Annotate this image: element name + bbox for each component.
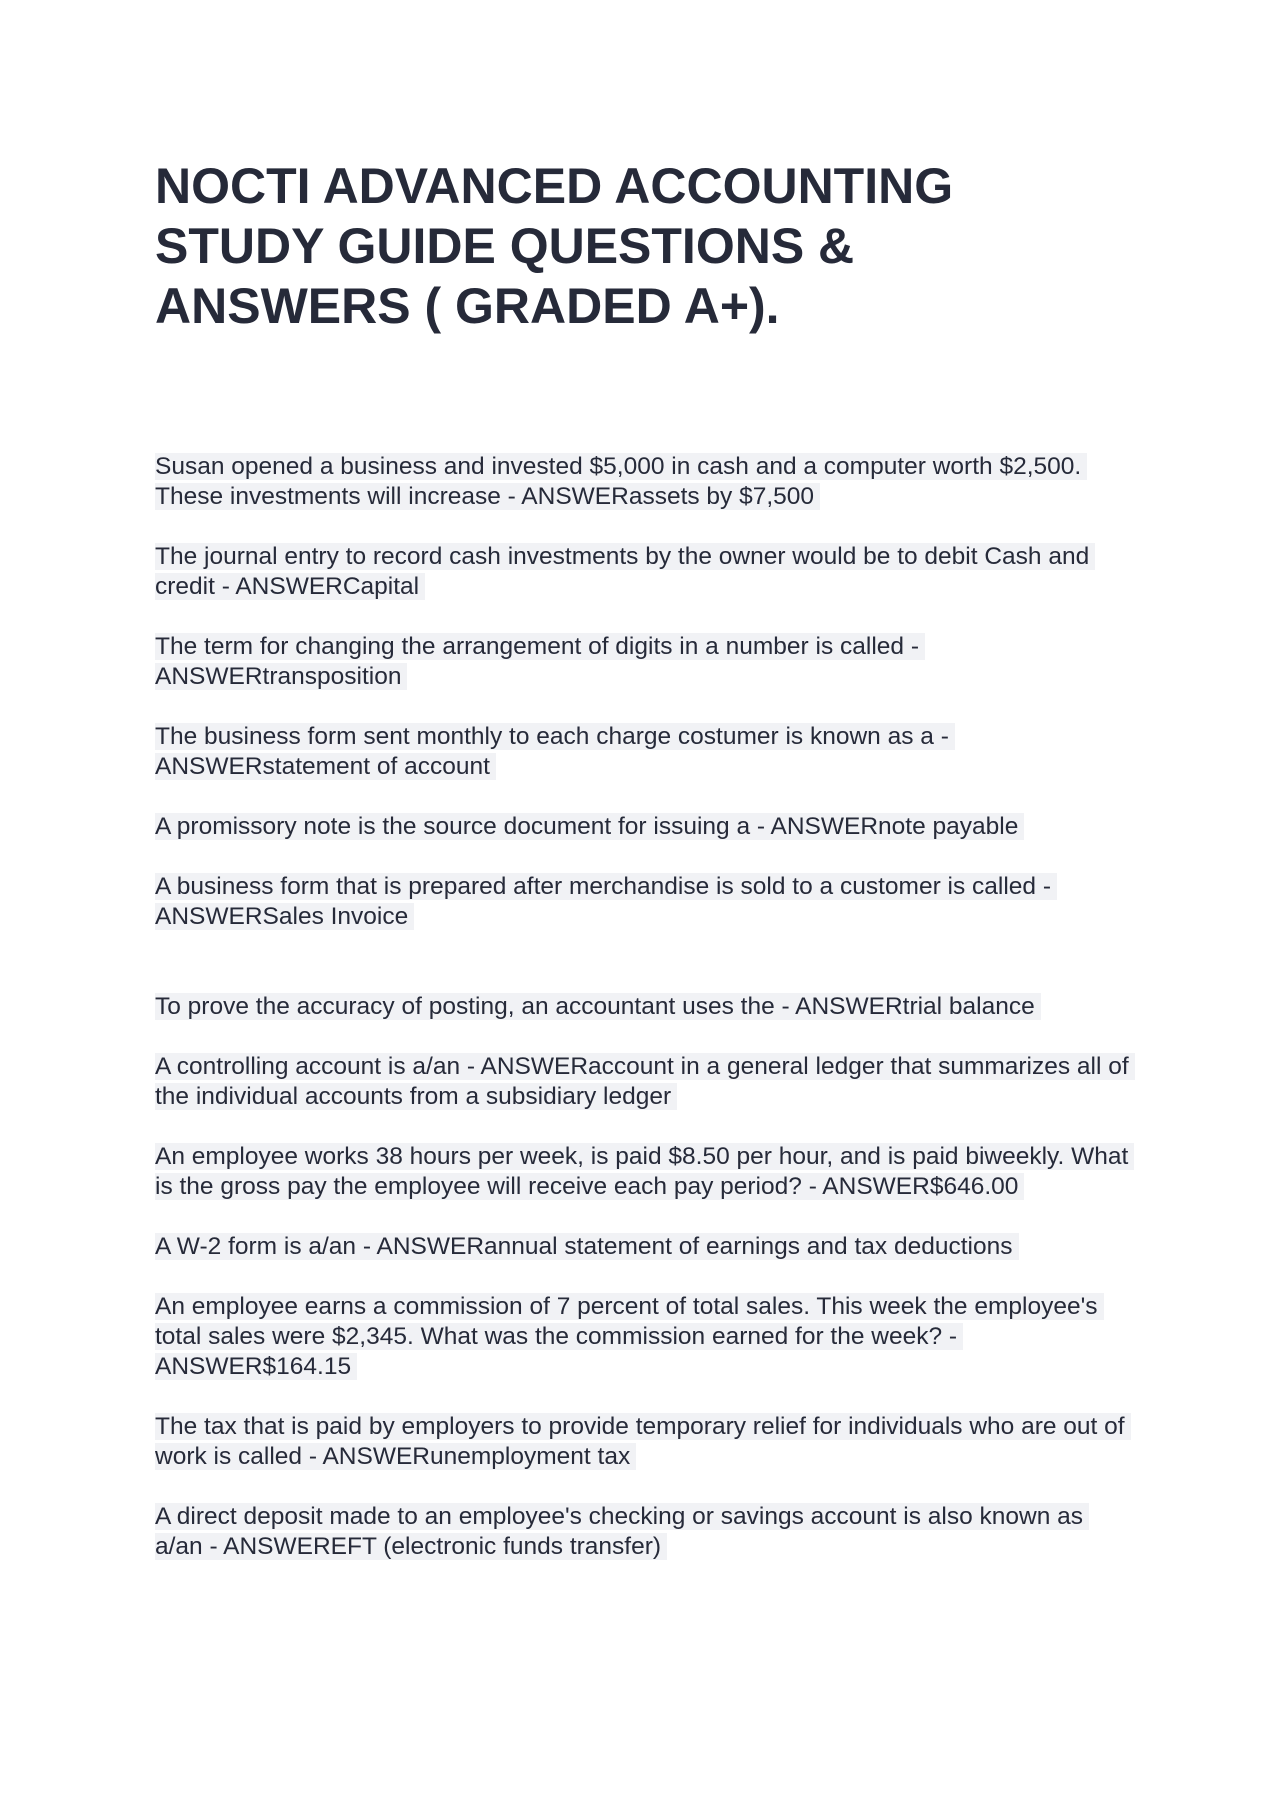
qa-item bbox=[155, 992, 1135, 1022]
qa-item bbox=[155, 1502, 1135, 1562]
qa-text: A controlling account is a/an - ANSWERaccount in a general ledger that summarizes all of the individual accounts from a subsidiary ledger bbox=[155, 1053, 1135, 1110]
qa-text: A promissory note is the source document for issuing a - ANSWERnote payable bbox=[155, 813, 1024, 840]
qa-item bbox=[155, 812, 1135, 842]
qa-item bbox=[155, 872, 1135, 932]
qa-text: An employee works 38 hours per week, is paid $8.50 per hour, and is paid biweekly. What is the gross pay the employee will receive each pay period? - ANSWER$646.00 bbox=[155, 1143, 1134, 1200]
qa-text: The term for changing the arrangement of digits in a number is called - ANSWERtransposition bbox=[155, 633, 925, 690]
qa-text: An employee earns a commission of 7 percent of total sales. This week the employee's total sales were $2,345. What was the commission earned for the week? - ANSWER$164.15 bbox=[155, 1293, 1104, 1380]
qa-text: Susan opened a business and invested $5,000 in cash and a computer worth $2,500. These investments will increase - ANSWERassets by $7,500 bbox=[155, 453, 1087, 510]
qa-text: The tax that is paid by employers to provide temporary relief for individuals who are out of work is called - ANSWERunemployment tax bbox=[155, 1413, 1131, 1470]
qa-item bbox=[155, 452, 1135, 512]
qa-item bbox=[155, 1142, 1135, 1202]
qa-text: A business form that is prepared after merchandise is sold to a customer is called - ANSWERSales Invoice bbox=[155, 873, 1057, 930]
qa-item bbox=[155, 542, 1135, 602]
qa-item bbox=[155, 1232, 1135, 1262]
qa-text: To prove the accuracy of posting, an accountant uses the - ANSWERtrial balance bbox=[155, 993, 1041, 1020]
qa-text: The journal entry to record cash investments by the owner would be to debit Cash and credit - ANSWERCapital bbox=[155, 543, 1095, 600]
qa-item bbox=[155, 1412, 1135, 1472]
qa-text: A W-2 form is a/an - ANSWERannual statement of earnings and tax deductions bbox=[155, 1233, 1019, 1260]
qa-text: The business form sent monthly to each charge costumer is known as a - ANSWERstatement of account bbox=[155, 723, 955, 780]
qa-item bbox=[155, 632, 1135, 692]
page-title: NOCTI ADVANCED ACCOUNTING STUDY GUIDE QUESTIONS & ANSWERS ( GRADED A+). bbox=[155, 158, 954, 334]
qa-item bbox=[155, 1292, 1135, 1382]
qa-list bbox=[155, 452, 1135, 1562]
qa-item bbox=[155, 1052, 1135, 1112]
qa-item bbox=[155, 722, 1135, 782]
qa-text: A direct deposit made to an employee's checking or savings account is also known as a/an - ANSWEREFT (electronic funds transfer) bbox=[155, 1503, 1089, 1560]
